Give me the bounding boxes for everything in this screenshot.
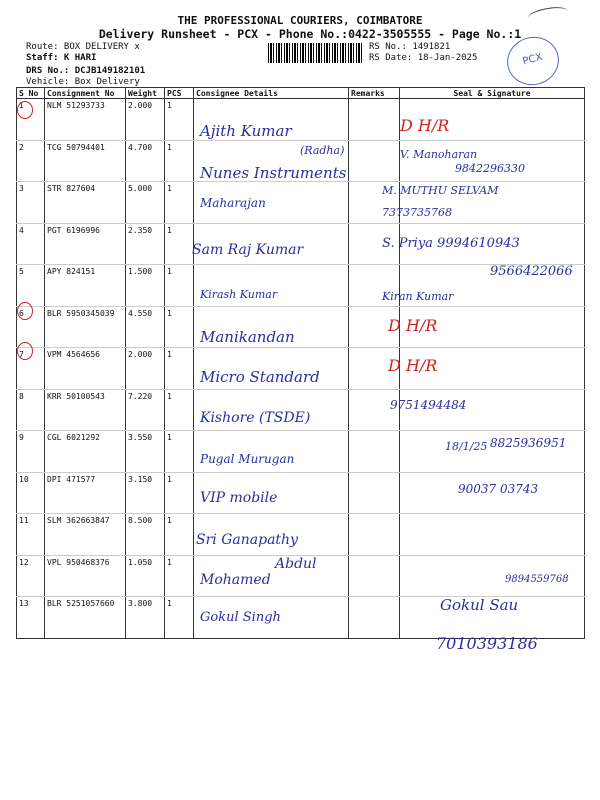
cell-weight: 3.150 — [126, 472, 165, 514]
cell-sno: 3 — [17, 182, 45, 224]
col-remarks: Remarks — [349, 88, 400, 99]
cell-pcs: 1 — [165, 389, 194, 431]
cell-weight: 4.700 — [126, 140, 165, 182]
table-cell — [349, 140, 400, 182]
route-line: Route: BOX DELIVERY x — [26, 42, 140, 52]
cell-pcs: 1 — [165, 514, 194, 556]
cell-sno: 5 — [17, 265, 45, 307]
handwritten-consignee: Gokul Singh — [200, 610, 281, 625]
handwritten-signature: D H/R — [400, 116, 450, 135]
cell-consignment: VPM 4564656 — [45, 348, 126, 390]
runsheet-info-left — [26, 42, 145, 88]
cell-pcs: 1 — [165, 555, 194, 597]
cell-pcs: 1 — [165, 99, 194, 141]
table-cell — [349, 597, 400, 639]
handwritten-signature: M. MUTHU SELVAM — [382, 184, 499, 197]
handwritten-consignee: Mohamed — [200, 572, 271, 588]
cell-weight: 3.550 — [126, 431, 165, 473]
col-signature: Seal & Signature — [400, 88, 585, 99]
cell-sno: 13 — [17, 597, 45, 639]
handwritten-consignee: (Radha) — [300, 144, 345, 157]
cell-sno: 12 — [17, 555, 45, 597]
handwritten-signature: 9751494484 — [390, 398, 467, 412]
cell-weight: 5.000 — [126, 182, 165, 224]
cell-pcs: 1 — [165, 597, 194, 639]
table-cell — [400, 514, 585, 556]
handwritten-consignee: Micro Standard — [200, 368, 320, 386]
handwritten-consignee: Maharajan — [200, 196, 266, 210]
cell-pcs: 1 — [165, 431, 194, 473]
cell-sno: 11 — [17, 514, 45, 556]
handwritten-signature: 7010393186 — [436, 634, 538, 653]
table-cell — [349, 472, 400, 514]
handwritten-consignee: Manikandan — [200, 328, 295, 346]
handwritten-signature: 7373735768 — [382, 206, 452, 219]
table-row — [17, 182, 585, 224]
handwritten-signature: 8825936951 — [490, 436, 567, 450]
col-consignment: Consignment No — [45, 88, 126, 99]
table-row — [17, 306, 585, 348]
col-sno: S No — [17, 88, 45, 99]
cell-weight: 1.050 — [126, 555, 165, 597]
cell-sno: 6 — [17, 306, 45, 348]
cell-weight: 2.000 — [126, 348, 165, 390]
handwritten-signature: 9842296330 — [455, 162, 525, 175]
company-name: THE PROFESSIONAL COURIERS, COIMBATORE — [177, 14, 423, 27]
handwritten-consignee: Nunes Instruments — [200, 164, 347, 182]
office-stamp: PCX — [502, 31, 565, 91]
cell-pcs: 1 — [165, 182, 194, 224]
sno-circle-mark — [17, 302, 33, 320]
col-pcs: PCS — [165, 88, 194, 99]
handwritten-consignee: VIP mobile — [200, 490, 278, 506]
handwritten-signature: Gokul Sau — [440, 596, 519, 614]
vehicle-line: Vehicle: Box Delivery — [26, 77, 140, 87]
cell-weight: 2.350 — [126, 223, 165, 265]
runsheet-subtitle: Delivery Runsheet - PCX - Phone No.:0422-3505555 - Page No.:1 — [98, 27, 522, 41]
table-header-row — [17, 88, 585, 99]
cell-consignment: SLM 362663847 — [45, 514, 126, 556]
cell-sno: 2 — [17, 140, 45, 182]
cell-consignment: APY 824151 — [45, 265, 126, 307]
handwritten-consignee: Sri Ganapathy — [196, 532, 298, 548]
cell-pcs: 1 — [165, 472, 194, 514]
cell-consignment: VPL 950468376 — [45, 555, 126, 597]
cell-sno: 9 — [17, 431, 45, 473]
staff-line: Staff: K HARI — [26, 53, 97, 63]
handwritten-signature: 9894559768 — [505, 574, 569, 585]
handwritten-signature: V. Manoharan — [400, 148, 478, 161]
cell-pcs: 1 — [165, 348, 194, 390]
handwritten-signature: Kiran Kumar — [382, 290, 454, 303]
cell-consignment: BLR 5950345039 — [45, 306, 126, 348]
cell-consignment: NLM 51293733 — [45, 99, 126, 141]
cell-pcs: 1 — [165, 140, 194, 182]
cell-weight: 2.000 — [126, 99, 165, 141]
barcode — [268, 43, 363, 63]
cell-sno: 1 — [17, 99, 45, 141]
cell-weight: 3.800 — [126, 597, 165, 639]
handwritten-signature: 18/1/25 — [445, 440, 488, 453]
handwritten-consignee: Sam Raj Kumar — [192, 242, 304, 258]
cell-weight: 8.500 — [126, 514, 165, 556]
handwritten-signature: 90037 03743 — [458, 482, 539, 496]
handwritten-consignee: Pugal Murugan — [200, 452, 295, 466]
cell-consignment: PGT 6196996 — [45, 223, 126, 265]
table-cell — [349, 431, 400, 473]
table-cell — [349, 99, 400, 141]
rs-number: RS No.: 1491821 — [369, 42, 451, 52]
cell-pcs: 1 — [165, 306, 194, 348]
cell-sno: 10 — [17, 472, 45, 514]
sno-circle-mark — [17, 342, 33, 360]
cell-weight: 7.220 — [126, 389, 165, 431]
cell-consignment: KRR 50100543 — [45, 389, 126, 431]
table-row — [17, 99, 585, 141]
runsheet-info-right — [369, 42, 477, 64]
handwritten-signature: D H/R — [388, 316, 438, 335]
cell-sno: 7 — [17, 348, 45, 390]
cell-weight: 4.550 — [126, 306, 165, 348]
cell-weight: 1.500 — [126, 265, 165, 307]
col-weight: Weight — [126, 88, 165, 99]
cell-sno: 8 — [17, 389, 45, 431]
cell-consignment: BLR 5251057660 — [45, 597, 126, 639]
handwritten-signature: 9566422066 — [490, 264, 573, 279]
cell-pcs: 1 — [165, 223, 194, 265]
cell-sno: 4 — [17, 223, 45, 265]
cell-pcs: 1 — [165, 265, 194, 307]
table-cell — [349, 514, 400, 556]
col-consignee: Consignee Details — [194, 88, 349, 99]
cell-consignment: TCG 50794401 — [45, 140, 126, 182]
table-cell — [349, 555, 400, 597]
sno-circle-mark — [17, 101, 33, 119]
handwritten-consignee: Abdul — [275, 556, 317, 572]
handwritten-consignee: Ajith Kumar — [200, 122, 292, 140]
table-row — [17, 514, 585, 556]
handwritten-consignee: Kishore (TSDE) — [200, 410, 311, 426]
handwritten-signature: S. Priya 9994610943 — [382, 236, 520, 251]
cell-consignment: STR 827604 — [45, 182, 126, 224]
handwritten-signature: D H/R — [388, 356, 438, 375]
cell-consignment: DPI 471577 — [45, 472, 126, 514]
cell-consignment: CGL 6021292 — [45, 431, 126, 473]
handwritten-consignee: Kirash Kumar — [200, 288, 278, 301]
rs-date: RS Date: 18-Jan-2025 — [369, 53, 478, 63]
drs-line: DRS No.: DCJB149182101 — [26, 66, 146, 76]
